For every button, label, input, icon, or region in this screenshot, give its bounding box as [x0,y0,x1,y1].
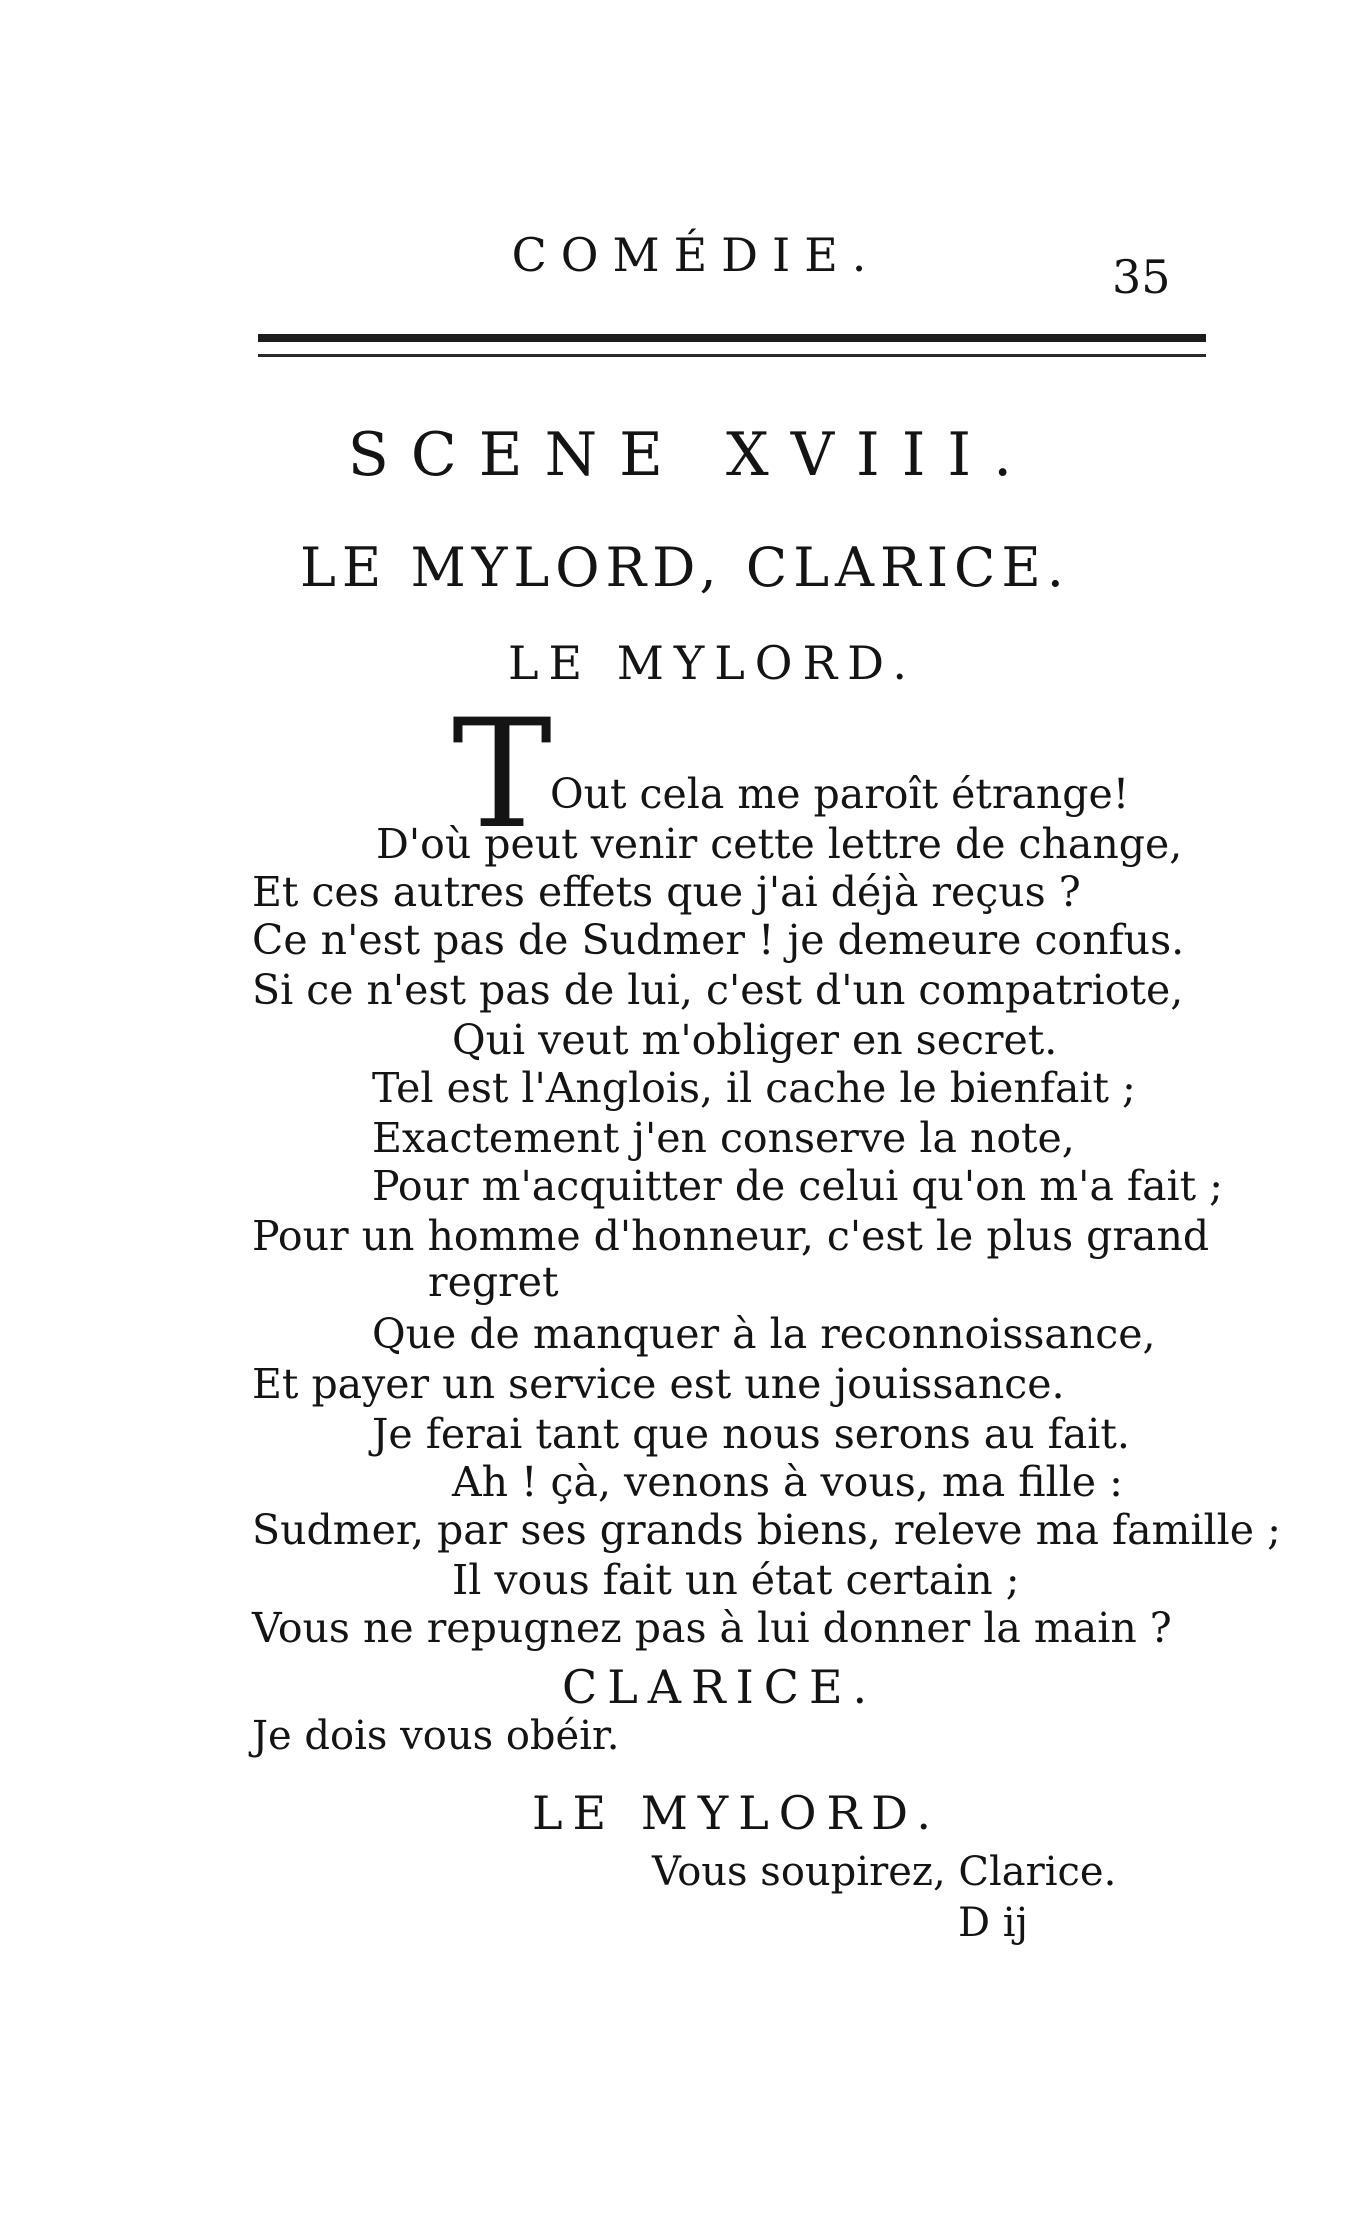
verse-line: D'où peut venir cette lettre de change, [376,820,1183,868]
verse-line: Ce n'est pas de Sudmer ! je demeure confus. [252,916,1185,964]
verse-line: Pour m'acquitter de celui qu'on m'a fait ; [372,1162,1223,1210]
drop-cap: T [452,688,553,862]
header-rule-thin [258,354,1206,357]
verse-line: Qui veut m'obliger en secret. [452,1016,1058,1064]
running-head: COMÉDIE. [511,228,881,282]
verse-line: Et ces autres effets que j'ai déjà reçus ? [252,868,1081,916]
scene-characters: LE MYLORD, CLARICE. [300,536,1070,599]
dialogue-line: Je dois vous obéir. [252,1713,620,1759]
verse-line: regret [428,1258,559,1306]
page-number: 35 [1112,250,1171,304]
verse-line: Que de manquer à la reconnoissance, [372,1310,1156,1358]
verse-line: Il vous fait un état certain ; [452,1556,1020,1604]
speaker-name: CLARICE. [562,1660,878,1714]
verse-line: Tel est l'Anglois, il cache le bienfait ; [372,1064,1136,1112]
signature-mark: D ij [958,1900,1028,1946]
header-rule-thick [258,334,1206,342]
speaker-name: LE MYLORD. [532,1786,941,1840]
verse-line: Sudmer, par ses grands biens, releve ma famille ; [252,1506,1281,1554]
verse-line: Pour un homme d'honneur, c'est le plus grand [252,1212,1210,1260]
verse-line: Et payer un service est une jouissance. [252,1360,1065,1408]
verse-line: Si ce n'est pas de lui, c'est d'un compatriote, [252,966,1184,1014]
verse-line: Ah ! çà, venons à vous, ma fille : [452,1458,1123,1506]
verse-line: Exactement j'en conserve la note, [372,1114,1075,1162]
scene-title: SCENE XVIII. [347,420,1035,490]
speaker-name: LE MYLORD. [508,636,917,690]
verse-line: Out cela me paroît étrange! [550,770,1130,818]
verse-line: Vous ne repugnez pas à lui donner la main ? [252,1604,1172,1652]
dialogue-line: Vous soupirez, Clarice. [652,1849,1117,1895]
verse-line: Je ferai tant que nous serons au fait. [372,1410,1130,1458]
